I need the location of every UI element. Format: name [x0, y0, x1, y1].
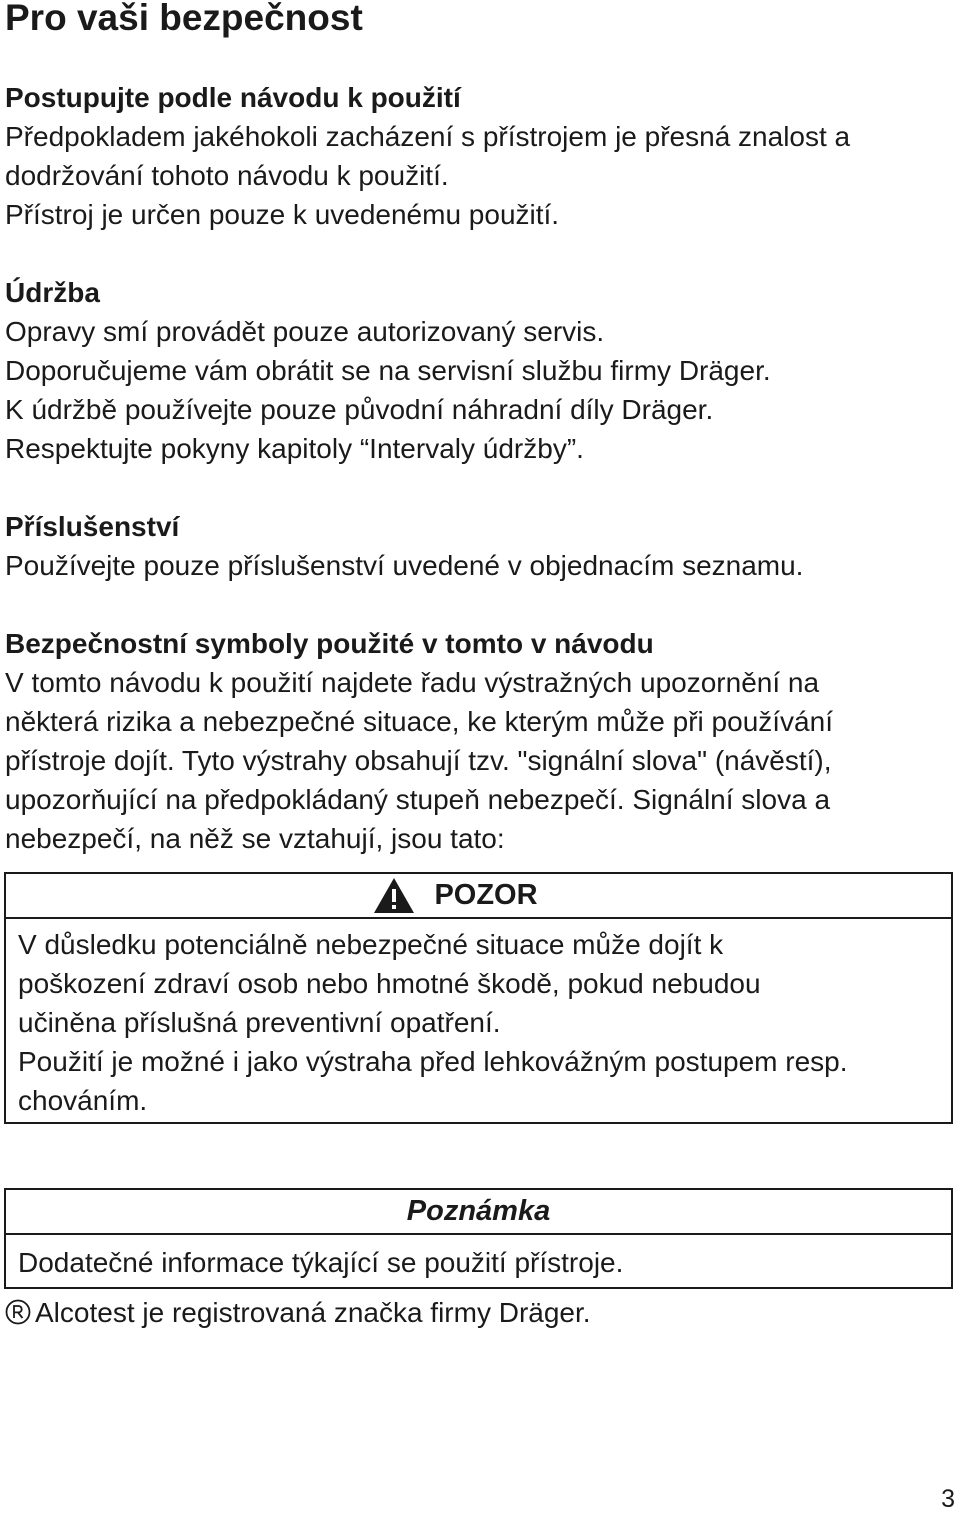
- paragraph-line: V tomto návodu k použití najdete řadu výstražných upozornění na: [5, 667, 820, 698]
- caution-line: chováním.: [18, 1085, 148, 1116]
- registered-trademark-icon: [5, 1299, 31, 1325]
- caution-line: Použití je možné i jako výstraha před lehkovážným postupem resp.: [18, 1046, 848, 1077]
- paragraph-line: Předpokladem jakéhokoli zacházení s přístrojem je přesná znalost a: [5, 121, 851, 152]
- note-text: Dodatečné informace týkající se použití přístroje.: [18, 1247, 624, 1278]
- paragraph-line: dodržování tohoto návodu k použití.: [5, 160, 449, 191]
- trademark-notice: [5, 1293, 591, 1332]
- section-accessories: [5, 507, 955, 585]
- page-title: Pro vaši bezpečnost: [5, 0, 363, 38]
- note-box: [4, 1188, 953, 1289]
- caution-box: [4, 872, 953, 1124]
- note-box-header: [6, 1190, 951, 1235]
- paragraph-line: upozorňující na předpokládaný stupeň nebezpečí. Signální slova a: [5, 784, 831, 815]
- caution-line: poškození zdraví osob nebo hmotné škodě, pokud nebudou: [18, 968, 761, 999]
- section-heading: Bezpečnostní symboly použité v tomto v návodu: [5, 628, 654, 659]
- paragraph-line: některá rizika a nebezpečné situace, ke kterým může při používání: [5, 706, 833, 737]
- paragraph-line: K údržbě používejte pouze původní náhradní díly Dräger.: [5, 394, 714, 425]
- paragraph-line: Respektujte pokyny kapitoly “Intervaly údržby”.: [5, 433, 584, 464]
- paragraph-line: nebezpečí, na něž se vztahují, jsou tato:: [5, 823, 505, 854]
- section-maintenance: [5, 273, 955, 468]
- paragraph-line: Doporučujeme vám obrátit se na servisní službu firmy Dräger.: [5, 355, 771, 386]
- trademark-text: Alcotest je registrovaná značka firmy Dräger.: [35, 1297, 591, 1328]
- note-box-body: [6, 1235, 951, 1282]
- section-heading: Příslušenství: [5, 511, 180, 542]
- page-number: 3: [941, 1485, 955, 1513]
- paragraph-line: Opravy smí provádět pouze autorizovaný servis.: [5, 316, 605, 347]
- section-safety-symbols: [5, 624, 955, 858]
- section-usage-instructions: [5, 78, 955, 234]
- caution-line: učiněna příslušná preventivní opatření.: [18, 1007, 501, 1038]
- caution-box-body: [6, 919, 951, 1120]
- paragraph-line: Přístroj je určen pouze k uvedenému použití.: [5, 199, 560, 230]
- warning-triangle-icon: [373, 877, 415, 914]
- caution-title: POZOR: [434, 879, 538, 911]
- section-heading: Údržba: [5, 277, 100, 308]
- paragraph-line: Používejte pouze příslušenství uvedené v objednacím seznamu.: [5, 550, 804, 581]
- paragraph-line: přístroje dojít. Tyto výstrahy obsahují tzv. "signální slova" (návěstí),: [5, 745, 832, 776]
- note-title: Poznámka: [406, 1195, 551, 1227]
- caution-line: V důsledku potenciálně nebezpečné situace může dojít k: [18, 929, 724, 960]
- caution-box-header: [6, 874, 951, 919]
- section-heading: Postupujte podle návodu k použití: [5, 82, 461, 113]
